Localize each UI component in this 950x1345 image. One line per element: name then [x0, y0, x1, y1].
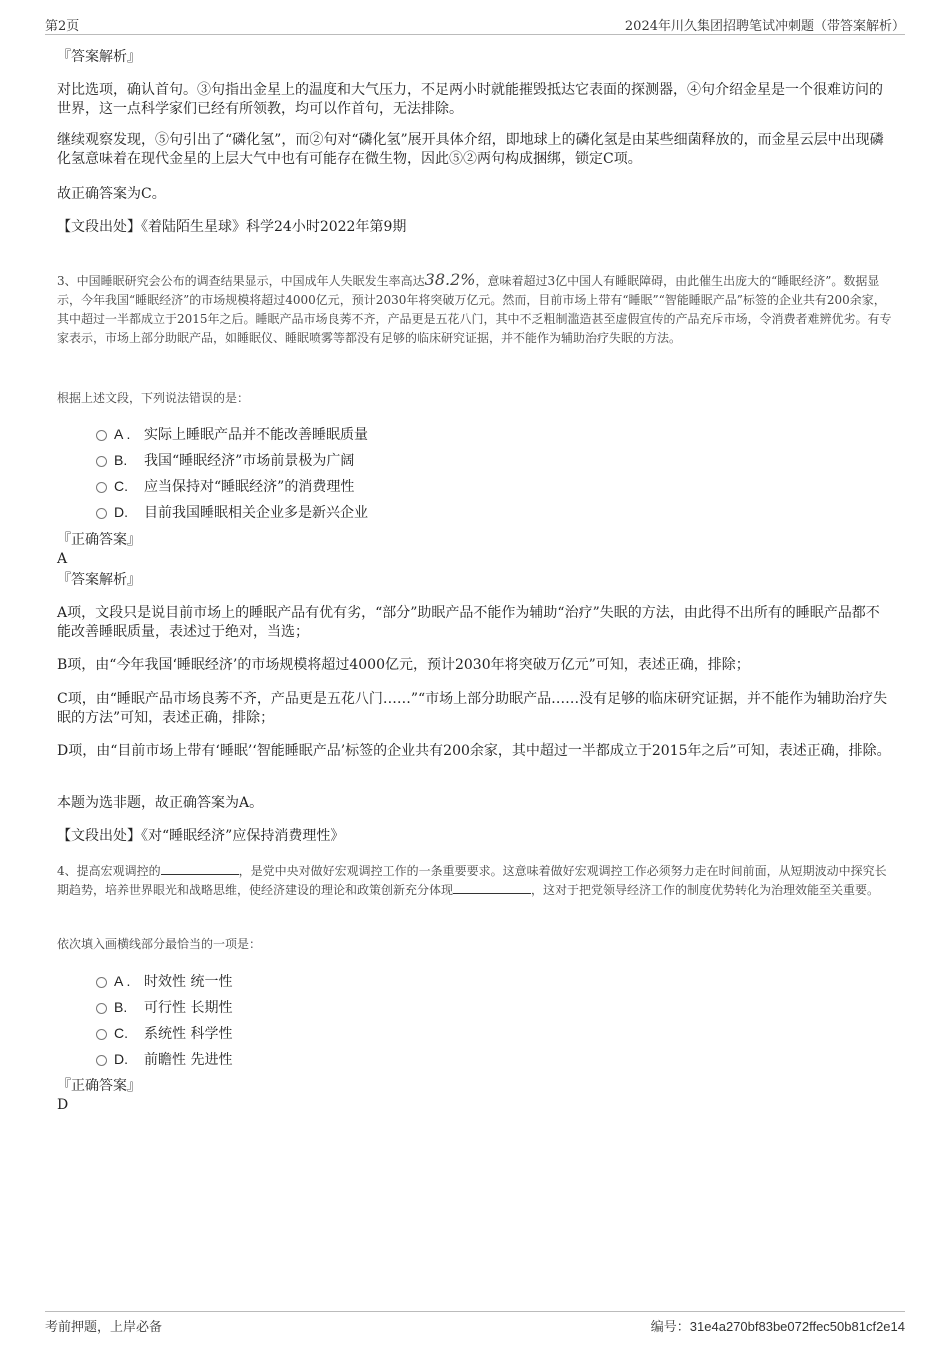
source-citation: 【文段出处】《着陆陌生星球》科学24小时2022年第9期 [57, 219, 407, 235]
analysis-label: 『答案解析』 [57, 572, 141, 588]
analysis-conclusion: 故正确答案为C。 [57, 186, 166, 202]
option-a[interactable]: A . 时效性 统一性 [96, 972, 232, 991]
page-number: 第2页 [45, 19, 80, 34]
document-id: 编号：31e4a270bf83be072ffec50b81cf2e14 [650, 1319, 905, 1334]
option-a[interactable]: A . 实际上睡眠产品并不能改善睡眠质量 [96, 425, 368, 444]
question-stem: 3、中国睡眠研究会公布的调查结果显示，中国成年人失眠发生率高达38.2%，意味着超过3亿中国人有睡眠障碍，由此催生出庞大的“睡眠经济”。数据显示，今年我国“睡眠经济”的市场规模将超过4000亿元，预计2030年将突破万亿元。然而，目前市场上带有“睡眠”“智能睡眠产品”标签的企业共有200余家，其中超过一半都成立于2015年之后。睡眠产品市场良莠不齐，产品更是五花八门，其中不乏粗制滥造甚至虚假宣传的产品充斥市场，令消费者难辨优劣。有专家表示，市场上部分助眠产品，如睡眠仪、睡眠喷雾等都没有足够的临床研究证据，并不能作为辅助治疗失眠的方法。 [57, 270, 892, 345]
question-prompt: 根据上述文段，下列说法错误的是： [57, 391, 250, 405]
analysis-paragraph: 对比选项，确认首句。③句指出金星上的温度和大气压力，不足两小时就能摧毁抵达它表面的探测器，④句介绍金星是一个很难访问的世界，这一点科学家们已经有所领教，均可以作首句，无法排除。 [57, 82, 883, 117]
analysis-conclusion: 本题为选非题，故正确答案为A。 [57, 795, 264, 811]
radio-icon[interactable] [96, 508, 107, 519]
option-c[interactable]: C. 应当保持对“睡眠经济”的消费理性 [96, 477, 354, 496]
math-value: 38.2% [424, 270, 476, 289]
fill-blank [161, 862, 239, 875]
radio-icon[interactable] [96, 977, 107, 988]
analysis-paragraph: D项，由“目前市场上带有‘睡眠’‘智能睡眠产品’标签的企业共有200余家，其中超过一半都成立于2015年之后”可知，表述正确，排除。 [57, 743, 891, 759]
answer-value: A [57, 551, 68, 567]
analysis-paragraph: A项，文段只是说目前市场上的睡眠产品有优有劣，“部分”助眠产品不能作为辅助“治疗”失眠的方法，由此得不出所有的睡眠产品都不能改善睡眠质量，表述过于绝对，当选； [57, 605, 880, 640]
radio-icon[interactable] [96, 430, 107, 441]
radio-icon[interactable] [96, 456, 107, 467]
answer-label: 『正确答案』 [57, 532, 141, 548]
page-footer [45, 1311, 905, 1334]
option-b[interactable]: B. 我国“睡眠经济”市场前景极为广阔 [96, 451, 354, 470]
option-d[interactable]: D. 前瞻性 先进性 [96, 1050, 232, 1069]
fill-blank [453, 881, 531, 894]
answer-label: 『正确答案』 [57, 1078, 141, 1094]
source-citation: 【文段出处】《对“睡眠经济”应保持消费理性》 [57, 828, 345, 844]
page-header [45, 12, 905, 35]
footer-slogan: 考前押题，上岸必备 [45, 1320, 163, 1335]
option-b[interactable]: B. 可行性 长期性 [96, 998, 232, 1017]
option-c[interactable]: C. 系统性 科学性 [96, 1024, 232, 1043]
analysis-paragraph: 继续观察发现，⑤句引出了“磷化氢”，而②句对“磷化氢”展开具体介绍，即地球上的磷化氢是由某些细菌释放的，而金星云层中出现磷化氢意味着在现代金星的上层大气中也有可能存在微生物，因此⑤②两句构成捆绑，锁定C项。 [57, 132, 884, 167]
question-prompt: 依次填入画横线部分最恰当的一项是： [57, 937, 262, 951]
question-stem: 4、提高宏观调控的 ，是党中央对做好宏观调控工作的一条重要要求。这意味着做好宏观调控工作必须努力走在时间前面，从短期波动中探究长期趋势，培养世界眼光和战略思维，使经济建设的理论和政策创新充分体现 ，这对于把党领导经济工作的制度优势转化为治理效能至关重要。 [57, 864, 887, 897]
document-title: 2024年川久集团招聘笔试冲刺题（带答案解析） [624, 19, 905, 34]
radio-icon[interactable] [96, 1029, 107, 1040]
analysis-paragraph: C项，由“睡眠产品市场良莠不齐，产品更是五花八门……”“市场上部分助眠产品……没有足够的临床研究证据，并不能作为辅助治疗失眠的方法”可知，表述正确，排除； [57, 691, 888, 726]
radio-icon[interactable] [96, 1003, 107, 1014]
option-d[interactable]: D. 目前我国睡眠相关企业多是新兴企业 [96, 503, 368, 522]
radio-icon[interactable] [96, 482, 107, 493]
radio-icon[interactable] [96, 1055, 107, 1066]
analysis-paragraph: B项，由“今年我国‘睡眠经济’的市场规模将超过4000亿元，预计2030年将突破万亿元”可知，表述正确，排除； [57, 657, 750, 673]
answer-value: D [57, 1097, 69, 1113]
analysis-label: 『答案解析』 [57, 49, 141, 65]
